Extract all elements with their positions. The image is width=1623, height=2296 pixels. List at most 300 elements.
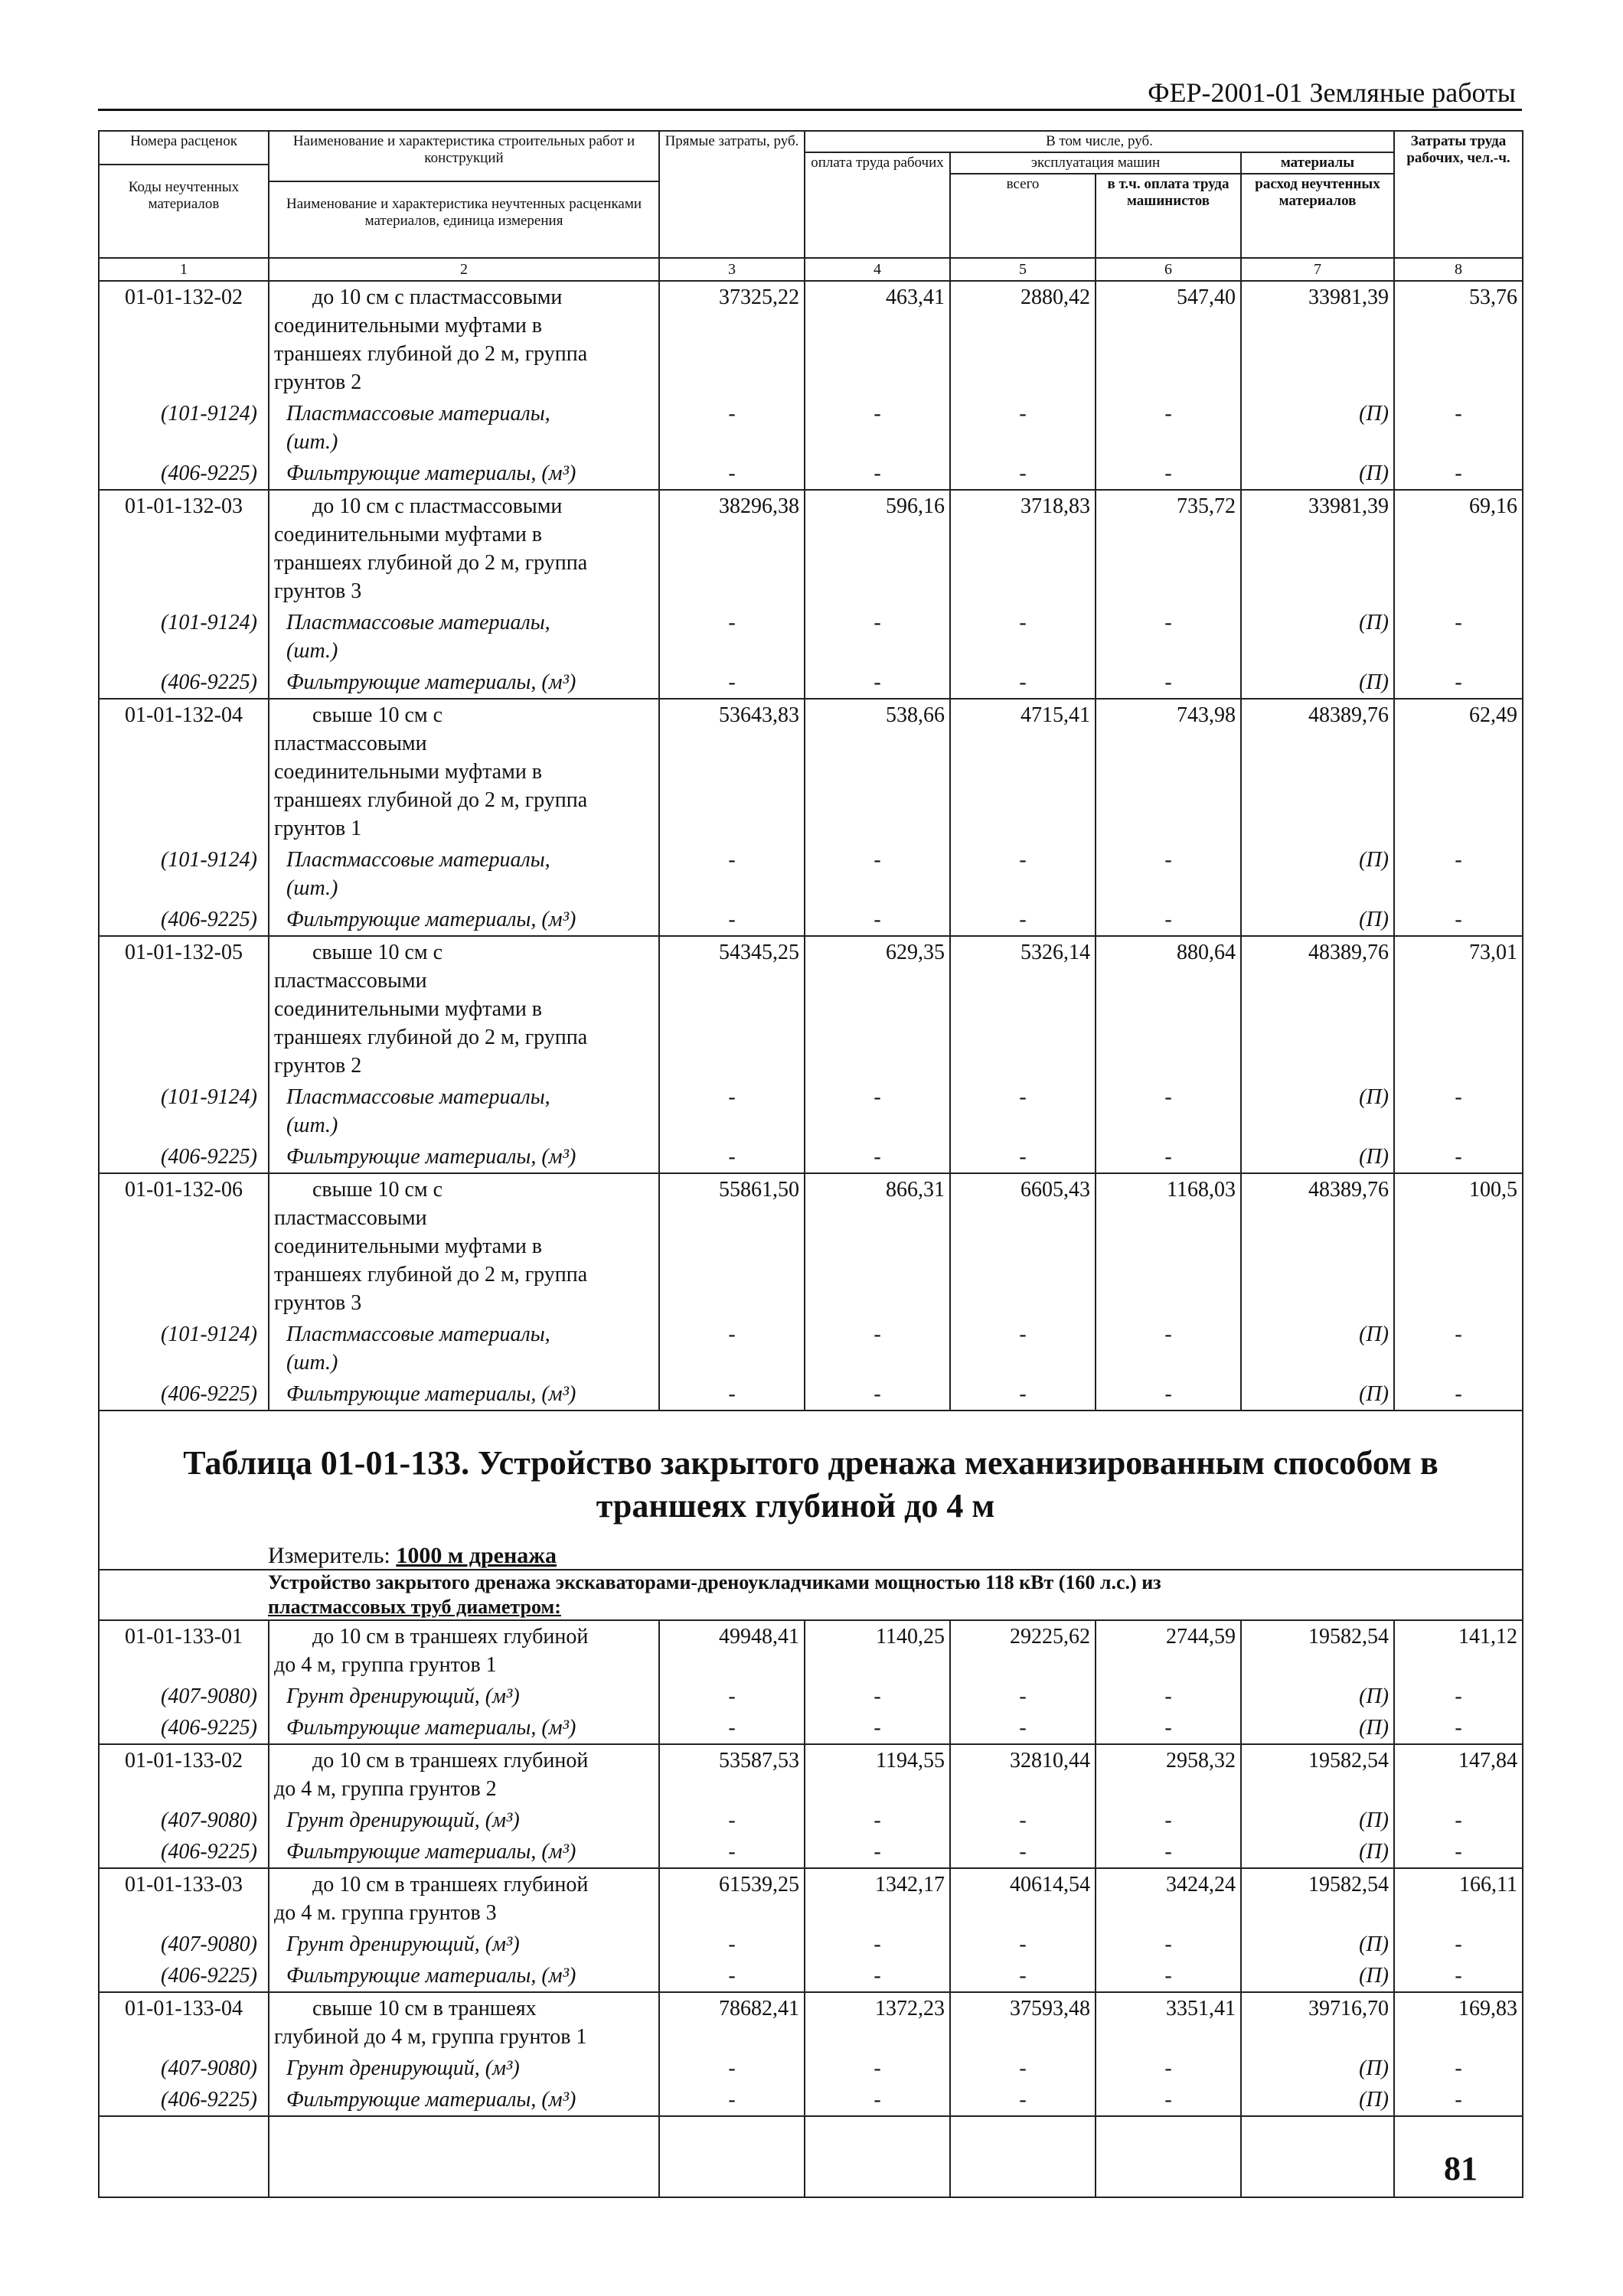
unaccounted-mark: (П) (1241, 1081, 1394, 1141)
dash-cell: - (1394, 607, 1523, 667)
cell-direct: 54345,25 (659, 936, 805, 1081)
cell-labor: 538,66 (805, 699, 950, 844)
material-code: (406-9225) (99, 904, 269, 936)
unaccounted-mark: (П) (1241, 667, 1394, 699)
material-name-line: (шт.) (286, 639, 338, 663)
material-row (99, 1378, 1523, 1411)
dash-cell: - (659, 458, 805, 490)
cell-labor: 866,31 (805, 1173, 950, 1319)
dash-cell: - (659, 667, 805, 699)
unaccounted-mark: (П) (1241, 1960, 1394, 1992)
cell-direct: 38296,38 (659, 490, 805, 607)
rate-name-line: пластмассовыми (274, 1206, 427, 1230)
rate-row (99, 936, 1523, 1081)
material-name (269, 1712, 659, 1744)
cell-hours: 147,84 (1394, 1744, 1523, 1805)
rate-name-line: соединительными муфтами в (274, 760, 543, 784)
cell-mat: 48389,76 (1241, 936, 1394, 1081)
material-row (99, 1960, 1523, 1992)
cell-hours: 73,01 (1394, 936, 1523, 1081)
material-code: (101-9124) (99, 607, 269, 667)
dash-cell: - (1096, 1141, 1241, 1173)
cell-hours: 62,49 (1394, 699, 1523, 844)
material-name-line: Фильтрующие материалы, (м³) (286, 1716, 576, 1740)
cell-direct: 78682,41 (659, 1992, 805, 2053)
material-code: (101-9124) (99, 844, 269, 904)
dash-cell: - (950, 2053, 1096, 2084)
cell-hours: 69,16 (1394, 490, 1523, 607)
cell-mach: 6605,43 (950, 1173, 1096, 1319)
material-code: (407-9080) (99, 2053, 269, 2084)
rate-row (99, 490, 1523, 607)
rate-name-line: свыше 10 см в траншеях (312, 1997, 537, 2020)
material-row (99, 2084, 1523, 2116)
material-code: (101-9124) (99, 1081, 269, 1141)
rate-name-line: свыше 10 см с (312, 941, 443, 964)
dash-cell: - (1096, 667, 1241, 699)
dash-cell: - (950, 458, 1096, 490)
material-name-line: Грунт дренирующий, (м³) (286, 1684, 520, 1708)
dash-cell: - (950, 667, 1096, 699)
rate-name-line: до 4 м, группа грунтов 2 (274, 1777, 497, 1801)
material-name (269, 1960, 659, 1992)
dash-cell: - (1096, 1081, 1241, 1141)
material-name (269, 1836, 659, 1868)
cell-drivers: 3424,24 (1096, 1868, 1241, 1929)
material-row (99, 2053, 1523, 2084)
cell-hours: 53,76 (1394, 281, 1523, 398)
dash-cell: - (1096, 1681, 1241, 1712)
material-name-line: Фильтрующие материалы, (м³) (286, 908, 576, 931)
unaccounted-mark: (П) (1241, 2084, 1394, 2116)
header-drivers: в т.ч. оплата труда машинистов (1096, 174, 1241, 258)
cell-labor: 1194,55 (805, 1744, 950, 1805)
rate-name-line: до 10 см с пластмассовыми (312, 285, 563, 309)
dash-cell: - (1096, 1960, 1241, 1992)
rate-row (99, 1620, 1523, 1681)
rate-name-line: до 4 м. группа грунтов 3 (274, 1901, 497, 1925)
rate-name-line: грунтов 1 (274, 817, 362, 840)
rate-name-line: соединительными муфтами в (274, 997, 543, 1021)
dash-cell: - (1394, 667, 1523, 699)
unaccounted-mark: (П) (1241, 1929, 1394, 1960)
material-name (269, 2084, 659, 2116)
dash-cell: - (805, 667, 950, 699)
cell-drivers: 547,40 (1096, 281, 1241, 398)
rate-code: 01-01-133-03 (99, 1868, 269, 1929)
page-header (98, 73, 1522, 111)
dash-cell: - (950, 844, 1096, 904)
table-bottom-filler (99, 2116, 1523, 2197)
material-row (99, 607, 1523, 667)
cell-mat: 19582,54 (1241, 1620, 1394, 1681)
cell-mat: 19582,54 (1241, 1868, 1394, 1929)
rate-row (99, 281, 1523, 398)
unaccounted-mark: (П) (1241, 2053, 1394, 2084)
dash-cell: - (805, 1929, 950, 1960)
material-name-line: Фильтрующие материалы, (м³) (286, 1964, 576, 1988)
material-code: (407-9080) (99, 1805, 269, 1836)
dash-cell: - (1394, 1805, 1523, 1836)
dash-cell: - (659, 1805, 805, 1836)
dash-cell: - (950, 607, 1096, 667)
material-name-line: Грунт дренирующий, (м³) (286, 1808, 520, 1832)
dash-cell: - (1096, 1836, 1241, 1868)
cell-labor: 463,41 (805, 281, 950, 398)
material-row (99, 1929, 1523, 1960)
rate-name (269, 1620, 659, 1681)
rate-name-line: траншеях глубиной до 2 м, группа (274, 551, 588, 575)
material-code: (407-9080) (99, 1929, 269, 1960)
dash-cell: - (950, 1081, 1096, 1141)
material-name (269, 1681, 659, 1712)
material-code: (406-9225) (99, 667, 269, 699)
header-hours: Затраты труда рабочих, чел.-ч. (1394, 131, 1523, 258)
rate-code: 01-01-133-01 (99, 1620, 269, 1681)
dash-cell: - (659, 1960, 805, 1992)
dash-cell: - (1394, 1929, 1523, 1960)
cell-labor: 629,35 (805, 936, 950, 1081)
dash-cell: - (1394, 904, 1523, 936)
dash-cell: - (1096, 904, 1241, 936)
dash-cell: - (1096, 1319, 1241, 1378)
cell-mat: 33981,39 (1241, 490, 1394, 607)
measure-line: Измеритель: 1000 м дренажа (100, 1528, 1522, 1570)
cell-mat: 19582,54 (1241, 1744, 1394, 1805)
material-name (269, 1141, 659, 1173)
rate-code: 01-01-133-04 (99, 1992, 269, 2053)
rate-code: 01-01-132-02 (99, 281, 269, 398)
dash-cell: - (805, 2053, 950, 2084)
rate-row (99, 699, 1523, 844)
material-name-line: Пластмассовые материалы, (286, 848, 550, 872)
dash-cell: - (950, 398, 1096, 458)
material-name (269, 607, 659, 667)
unaccounted-mark: (П) (1241, 1319, 1394, 1378)
material-name-line: Фильтрующие материалы, (м³) (286, 2088, 576, 2112)
dash-cell: - (805, 1836, 950, 1868)
material-name (269, 1081, 659, 1141)
cell-drivers: 2744,59 (1096, 1620, 1241, 1681)
dash-cell: - (1394, 1319, 1523, 1378)
dash-cell: - (1394, 1960, 1523, 1992)
material-name-line: (шт.) (286, 1351, 338, 1375)
material-name (269, 667, 659, 699)
dash-cell: - (950, 904, 1096, 936)
material-name-line: Фильтрующие материалы, (м³) (286, 670, 576, 694)
rate-name-line: соединительными муфтами в (274, 314, 543, 338)
rate-name-line: до 10 см с пластмассовыми (312, 494, 563, 518)
header-unaccounted: расход неучтенных материалов (1241, 174, 1394, 258)
dash-cell: - (805, 1805, 950, 1836)
material-code: (406-9225) (99, 1141, 269, 1173)
unaccounted-mark: (П) (1241, 844, 1394, 904)
rate-name-line: до 10 см в траншеях глубиной (312, 1749, 589, 1773)
cell-mach: 29225,62 (950, 1620, 1096, 1681)
dash-cell: - (1394, 1081, 1523, 1141)
header-labor-pay: оплата труда рабочих (805, 152, 950, 258)
material-name-line: Фильтрующие материалы, (м³) (286, 461, 576, 485)
material-code: (406-9225) (99, 458, 269, 490)
dash-cell: - (659, 1141, 805, 1173)
table-133-title: Таблица 01-01-133. Устройство закрытого дренажа механизированным способом в траншеях глубиной до 4 м (183, 1444, 1438, 1525)
rate-name (269, 1744, 659, 1805)
header-machines: эксплуатация машин (950, 152, 1241, 174)
rate-name-line: грунтов 3 (274, 579, 362, 603)
material-name-line: (шт.) (286, 1114, 338, 1137)
rate-name (269, 1868, 659, 1929)
cell-mach: 32810,44 (950, 1744, 1096, 1805)
cell-direct: 53587,53 (659, 1744, 805, 1805)
rate-name-line: грунтов 3 (274, 1291, 362, 1315)
unaccounted-mark: (П) (1241, 398, 1394, 458)
dash-cell: - (659, 1836, 805, 1868)
dash-cell: - (1394, 1141, 1523, 1173)
material-row (99, 904, 1523, 936)
header-total: всего (950, 174, 1096, 258)
material-row (99, 1712, 1523, 1744)
cell-drivers: 880,64 (1096, 936, 1241, 1081)
cell-mach: 37593,48 (950, 1992, 1096, 2053)
rate-code: 01-01-132-06 (99, 1173, 269, 1319)
cell-mach: 5326,14 (950, 936, 1096, 1081)
material-name (269, 1378, 659, 1411)
rate-code: 01-01-133-02 (99, 1744, 269, 1805)
material-row (99, 398, 1523, 458)
header-materials: материалы (1241, 152, 1394, 174)
material-name-line: Пластмассовые материалы, (286, 611, 550, 634)
dash-cell: - (1394, 398, 1523, 458)
dash-cell: - (659, 1929, 805, 1960)
cell-direct: 49948,41 (659, 1620, 805, 1681)
dash-cell: - (659, 398, 805, 458)
dash-cell: - (950, 1836, 1096, 1868)
header-direct: Прямые затраты, руб. (659, 131, 805, 258)
unaccounted-mark: (П) (1241, 1836, 1394, 1868)
dash-cell: - (1096, 1712, 1241, 1744)
dash-cell: - (950, 1141, 1096, 1173)
cell-labor: 1342,17 (805, 1868, 950, 1929)
material-name (269, 2053, 659, 2084)
dash-cell: - (1394, 1836, 1523, 1868)
material-name (269, 1929, 659, 1960)
material-row (99, 667, 1523, 699)
dash-cell: - (950, 1929, 1096, 1960)
cell-drivers: 3351,41 (1096, 1992, 1241, 2053)
material-name-line: Фильтрующие материалы, (м³) (286, 1382, 576, 1406)
cell-drivers: 743,98 (1096, 699, 1241, 844)
rate-name-line: пластмассовыми (274, 969, 427, 993)
rate-name-line: глубиной до 4 м, группа грунтов 1 (274, 2025, 587, 2049)
cell-labor: 1372,23 (805, 1992, 950, 2053)
unaccounted-mark: (П) (1241, 607, 1394, 667)
cell-labor: 1140,25 (805, 1620, 950, 1681)
rate-name (269, 936, 659, 1081)
rate-code: 01-01-132-04 (99, 699, 269, 844)
unaccounted-mark: (П) (1241, 1712, 1394, 1744)
header-codes: Номера расценок Коды неучтенных материалов (99, 131, 269, 258)
rate-name-line: свыше 10 см с (312, 703, 443, 727)
dash-cell: - (805, 844, 950, 904)
material-row (99, 458, 1523, 490)
rate-name-line: до 10 см в траншеях глубиной (312, 1873, 589, 1896)
material-name-line: (шт.) (286, 430, 338, 454)
dash-cell: - (1096, 458, 1241, 490)
rate-row (99, 1744, 1523, 1805)
cell-mat: 48389,76 (1241, 1173, 1394, 1319)
material-row (99, 1081, 1523, 1141)
page-title: ФЕР-2001-01 Земляные работы (1148, 77, 1516, 108)
material-name (269, 904, 659, 936)
unaccounted-mark: (П) (1241, 1141, 1394, 1173)
material-code: (407-9080) (99, 1681, 269, 1712)
dash-cell: - (1394, 2084, 1523, 2116)
rate-name-line: грунтов 2 (274, 1054, 362, 1078)
price-table (98, 130, 1523, 2198)
rate-code: 01-01-132-05 (99, 936, 269, 1081)
rate-name-line: грунтов 2 (274, 370, 362, 394)
header-incl: В том числе, руб. (805, 131, 1394, 152)
rate-name-line: свыше 10 см с (312, 1178, 443, 1202)
unaccounted-mark: (П) (1241, 904, 1394, 936)
dash-cell: - (659, 2053, 805, 2084)
material-name (269, 1319, 659, 1378)
material-name (269, 844, 659, 904)
rate-name-line: соединительными муфтами в (274, 1234, 543, 1258)
material-name-line: (шт.) (286, 876, 338, 900)
cell-hours: 169,83 (1394, 1992, 1523, 2053)
dash-cell: - (659, 844, 805, 904)
rate-row (99, 1868, 1523, 1929)
cell-hours: 166,11 (1394, 1868, 1523, 1929)
cell-direct: 61539,25 (659, 1868, 805, 1929)
rate-name-line: до 4 м, группа грунтов 1 (274, 1653, 497, 1677)
cell-drivers: 735,72 (1096, 490, 1241, 607)
dash-cell: - (805, 398, 950, 458)
dash-cell: - (659, 2084, 805, 2116)
material-name-line: Пластмассовые материалы, (286, 402, 550, 426)
cell-mach: 40614,54 (950, 1868, 1096, 1929)
dash-cell: - (1096, 2053, 1241, 2084)
rate-name (269, 490, 659, 607)
rate-name (269, 1173, 659, 1319)
material-name-line: Фильтрующие материалы, (м³) (286, 1840, 576, 1864)
material-row (99, 1805, 1523, 1836)
dash-cell: - (1096, 1929, 1241, 1960)
material-name-line: Фильтрующие материалы, (м³) (286, 1145, 576, 1169)
dash-cell: - (950, 1378, 1096, 1411)
cell-drivers: 2958,32 (1096, 1744, 1241, 1805)
rate-name (269, 1992, 659, 2053)
dash-cell: - (1096, 1805, 1241, 1836)
dash-cell: - (1394, 1378, 1523, 1411)
dash-cell: - (659, 1081, 805, 1141)
dash-cell: - (950, 1960, 1096, 1992)
dash-cell: - (950, 1712, 1096, 1744)
page-number: 81 (1444, 2150, 1478, 2187)
dash-cell: - (659, 1681, 805, 1712)
material-code: (406-9225) (99, 1836, 269, 1868)
dash-cell: - (659, 607, 805, 667)
rate-name-line: траншеях глубиной до 2 м, группа (274, 1263, 588, 1287)
cell-mach: 3718,83 (950, 490, 1096, 607)
material-name-line: Грунт дренирующий, (м³) (286, 2056, 520, 2080)
cell-hours: 100,5 (1394, 1173, 1523, 1319)
material-name (269, 398, 659, 458)
dash-cell: - (1096, 607, 1241, 667)
material-code: (406-9225) (99, 1712, 269, 1744)
dash-cell: - (659, 904, 805, 936)
dash-cell: - (659, 1712, 805, 1744)
dash-cell: - (950, 1681, 1096, 1712)
column-numbers: 1 2 3 4 5 6 7 8 (99, 258, 1523, 281)
dash-cell: - (659, 1319, 805, 1378)
cell-mach: 2880,42 (950, 281, 1096, 398)
material-name-line: Грунт дренирующий, (м³) (286, 1932, 520, 1956)
dash-cell: - (1394, 844, 1523, 904)
material-row (99, 844, 1523, 904)
rate-name-line: траншеях глубиной до 2 м, группа (274, 788, 588, 812)
rate-row (99, 1992, 1523, 2053)
dash-cell: - (950, 2084, 1096, 2116)
cell-mat: 39716,70 (1241, 1992, 1394, 2053)
material-code: (406-9225) (99, 2084, 269, 2116)
unaccounted-mark: (П) (1241, 1805, 1394, 1836)
dash-cell: - (805, 1081, 950, 1141)
unaccounted-mark: (П) (1241, 1681, 1394, 1712)
cell-mach: 4715,41 (950, 699, 1096, 844)
dash-cell: - (1394, 458, 1523, 490)
cell-labor: 596,16 (805, 490, 950, 607)
dash-cell: - (1394, 1681, 1523, 1712)
dash-cell: - (805, 1681, 950, 1712)
dash-cell: - (1096, 398, 1241, 458)
dash-cell: - (805, 1141, 950, 1173)
unaccounted-mark: (П) (1241, 1378, 1394, 1411)
material-row (99, 1681, 1523, 1712)
dash-cell: - (805, 1378, 950, 1411)
dash-cell: - (805, 2084, 950, 2116)
cell-hours: 141,12 (1394, 1620, 1523, 1681)
dash-cell: - (805, 458, 950, 490)
material-row (99, 1319, 1523, 1378)
material-row (99, 1141, 1523, 1173)
cell-drivers: 1168,03 (1096, 1173, 1241, 1319)
dash-cell: - (805, 607, 950, 667)
material-code: (406-9225) (99, 1960, 269, 1992)
cell-direct: 53643,83 (659, 699, 805, 844)
dash-cell: - (950, 1319, 1096, 1378)
rate-name-line: соединительными муфтами в (274, 523, 543, 546)
cell-mat: 33981,39 (1241, 281, 1394, 398)
table-133-header (99, 1411, 1523, 1620)
rate-name-line: траншеях глубиной до 2 м, группа (274, 1026, 588, 1049)
material-name (269, 458, 659, 490)
dash-cell: - (1096, 2084, 1241, 2116)
dash-cell: - (805, 904, 950, 936)
dash-cell: - (805, 1319, 950, 1378)
dash-cell: - (1394, 1712, 1523, 1744)
dash-cell: - (805, 1712, 950, 1744)
material-name (269, 1805, 659, 1836)
material-code: (101-9124) (99, 1319, 269, 1378)
material-row (99, 1836, 1523, 1868)
dash-cell: - (1394, 2053, 1523, 2084)
dash-cell: - (1096, 1378, 1241, 1411)
rate-code: 01-01-132-03 (99, 490, 269, 607)
cell-mat: 48389,76 (1241, 699, 1394, 844)
dash-cell: - (1096, 844, 1241, 904)
